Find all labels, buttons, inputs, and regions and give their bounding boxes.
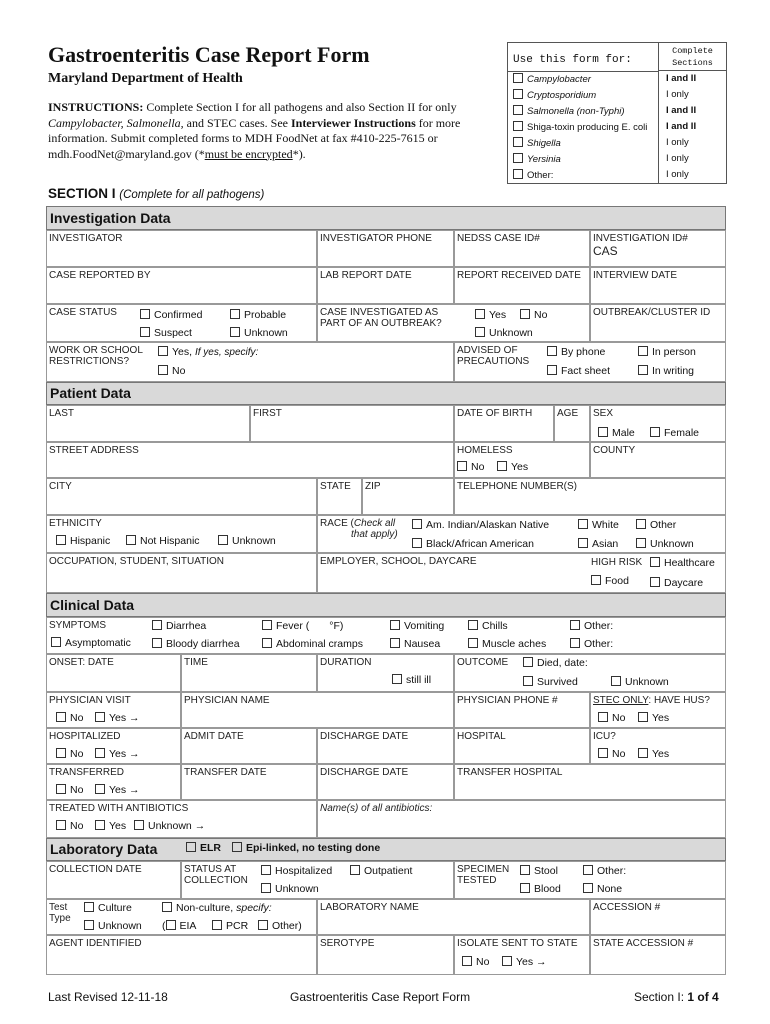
outbreak-no-checkbox[interactable]: No <box>520 309 547 321</box>
investigator-field[interactable]: INVESTIGATOR <box>46 230 317 267</box>
hus-no-checkbox[interactable]: No <box>598 712 625 724</box>
transferred-no-checkbox[interactable]: No <box>56 784 83 796</box>
last-revised: Last Revised 12-11-18 <box>48 990 168 1004</box>
lab-band: Laboratory Data <box>46 838 726 861</box>
transfer-discharge-field[interactable]: DISCHARGE DATE <box>317 764 454 800</box>
outbreak-unknown-checkbox[interactable]: Unknown <box>475 327 533 339</box>
elr-checkbox[interactable]: ELR <box>186 842 221 854</box>
duration-field[interactable]: DURATION <box>317 654 454 692</box>
collection-date-field[interactable]: COLLECTION DATE <box>46 861 181 899</box>
antibiotics-cell: TREATED WITH ANTIBIOTICS <box>46 800 317 838</box>
suspect-checkbox[interactable]: Suspect <box>140 327 192 339</box>
bloody-diarrhea-checkbox[interactable]: Bloody diarrhea <box>152 638 240 650</box>
food-checkbox[interactable]: Food <box>591 575 629 587</box>
culture-checkbox[interactable]: Culture <box>84 902 132 914</box>
non-culture-checkbox[interactable]: Non-culture, specify: <box>162 902 272 914</box>
sections-value: I and II <box>666 105 697 116</box>
probable-checkbox[interactable]: Probable <box>230 309 286 321</box>
patient-band: Patient Data <box>46 382 726 405</box>
outbreak-id-field[interactable]: OUTBREAK/CLUSTER ID <box>590 304 726 342</box>
race-other-checkbox[interactable]: Other <box>636 519 676 531</box>
race-unknown-checkbox[interactable]: Unknown <box>636 538 694 550</box>
epi-linked-checkbox[interactable]: Epi-linked, no testing done <box>232 842 380 854</box>
sections-value: I only <box>666 137 689 148</box>
ethnicity-unknown-checkbox[interactable]: Unknown <box>218 535 276 547</box>
nedss-field[interactable]: NEDSS CASE ID# <box>454 230 590 267</box>
female-checkbox[interactable]: Female <box>650 427 699 439</box>
physician-visit-cell: PHYSICIAN VISIT <box>46 692 181 728</box>
serotype-field[interactable]: SEROTYPE <box>317 935 454 975</box>
died-checkbox[interactable]: Died, date: <box>523 657 588 669</box>
hispanic-checkbox[interactable]: Hispanic <box>56 535 110 547</box>
asymptomatic-checkbox[interactable]: Asymptomatic <box>51 637 131 649</box>
sections-value: I and II <box>666 73 697 84</box>
lab-outpatient-checkbox[interactable]: Outpatient <box>350 865 412 877</box>
specimen-other-checkbox[interactable]: Other: <box>583 865 626 877</box>
symptom-other2-checkbox[interactable]: Other: <box>570 638 613 650</box>
hospitalized-yes-checkbox[interactable]: Yes → <box>95 748 140 760</box>
status-unknown-checkbox[interactable]: Unknown <box>230 327 288 339</box>
antibiotics-yes-checkbox[interactable]: Yes <box>95 820 126 832</box>
transferred-cell: TRANSFERRED <box>46 764 181 800</box>
antibiotics-unknown-checkbox[interactable]: Unknown → <box>134 820 205 832</box>
pathogen-row[interactable]: Cryptosporidium <box>513 89 596 101</box>
city-field[interactable]: CITY <box>46 478 317 515</box>
pathogen-row[interactable]: Yersinia <box>513 153 561 165</box>
status-collection-cell: STATUS AT COLLECTION <box>181 861 454 899</box>
confirmed-checkbox[interactable]: Confirmed <box>140 309 202 321</box>
by-phone-checkbox[interactable]: By phone <box>547 346 605 358</box>
icu-no-checkbox[interactable]: No <box>598 748 625 760</box>
investigation-id-field[interactable]: INVESTIGATION ID# CAS <box>590 230 726 267</box>
hus-yes-checkbox[interactable]: Yes <box>638 712 669 724</box>
page-indicator: Section I: 1 of 4 <box>634 990 719 1004</box>
high-risk-label: HIGH RISK <box>591 557 643 568</box>
dob-field[interactable]: DATE OF BIRTH <box>454 405 554 442</box>
eia-checkbox[interactable]: ( EIA <box>162 920 197 932</box>
instructions: INSTRUCTIONS: Complete Section I for all pathogens and also Section II for only Campylobacter, Salmonella, and STEC cases. See Interviewer Instructions for more information. Submit completed forms to MDH FoodNet at fax #410-225-7615 or mdh.FoodNet@maryland.gov (*must be encrypted*). <box>48 100 461 161</box>
test-unknown-checkbox[interactable]: Unknown <box>84 920 142 932</box>
symptoms-cell: SYMPTOMS <box>46 617 726 654</box>
isolate-no-checkbox[interactable]: No <box>462 956 489 968</box>
first-name-field[interactable]: FIRST <box>250 405 454 442</box>
laboratory-name-field[interactable]: LABORATORY NAME <box>317 899 590 935</box>
physician-name-field[interactable]: PHYSICIAN NAME <box>181 692 454 728</box>
homeless-no-checkbox[interactable]: No <box>457 461 484 473</box>
sections-value: I only <box>666 153 689 164</box>
pathogen-row[interactable]: Campylobacter <box>513 73 591 85</box>
transfer-hospital-field[interactable]: TRANSFER HOSPITAL <box>454 764 726 800</box>
transfer-date-field[interactable]: TRANSFER DATE <box>181 764 317 800</box>
race-cell: RACE (Check all that apply) <box>317 515 726 553</box>
icu-cell: ICU? <box>590 728 726 764</box>
isolate-yes-checkbox[interactable]: Yes → <box>502 956 547 968</box>
employer-field[interactable]: EMPLOYER, SCHOOL, DAYCARE <box>317 553 726 593</box>
physician-no-checkbox[interactable]: No <box>56 712 83 724</box>
state-field[interactable]: STATE <box>317 478 362 515</box>
investigation-band: Investigation Data <box>46 206 726 230</box>
restrictions-yes-checkbox[interactable]: Yes, If yes, specify: <box>158 346 258 358</box>
ethnicity-cell: ETHNICITY <box>46 515 317 553</box>
accession-field[interactable]: ACCESSION # <box>590 899 726 935</box>
onset-time-field[interactable]: TIME <box>181 654 317 692</box>
sections-header: Complete Sections <box>659 43 726 71</box>
outbreak-yes-checkbox[interactable]: Yes <box>475 309 506 321</box>
pathogen-row[interactable]: Other: <box>513 169 553 181</box>
telephone-field[interactable]: TELEPHONE NUMBER(S) <box>454 478 726 515</box>
hus-cell: STEC ONLY: HAVE HUS? <box>590 692 726 728</box>
lab-hospitalized-checkbox[interactable]: Hospitalized <box>261 865 332 877</box>
survived-checkbox[interactable]: Survived <box>523 676 578 688</box>
report-received-field[interactable]: REPORT RECEIVED DATE <box>454 267 590 304</box>
fever-checkbox[interactable]: Fever ( °F) <box>262 620 343 632</box>
use-form-label: Use this form for: <box>513 54 632 66</box>
blood-checkbox[interactable]: Blood <box>520 883 561 895</box>
lab-status-unknown-checkbox[interactable]: Unknown <box>261 883 319 895</box>
zip-field[interactable]: ZIP <box>362 478 454 515</box>
physician-yes-checkbox[interactable]: Yes → <box>95 712 140 724</box>
homeless-cell: HOMELESS <box>454 442 590 478</box>
muscle-aches-checkbox[interactable]: Muscle aches <box>468 638 546 650</box>
investigator-phone-field[interactable]: INVESTIGATOR PHONE <box>317 230 454 267</box>
asian-checkbox[interactable]: Asian <box>578 538 618 550</box>
case-reported-by-field[interactable]: CASE REPORTED BY <box>46 267 317 304</box>
stool-checkbox[interactable]: Stool <box>520 865 558 877</box>
age-field[interactable]: AGE <box>554 405 590 442</box>
case-status-cell: CASE STATUS <box>46 304 317 342</box>
antibiotic-names-field[interactable]: Name(s) of all antibiotics: <box>317 800 726 838</box>
footer-form-name: Gastroenteritis Case Report Form <box>290 990 471 1004</box>
interview-date-field[interactable]: INTERVIEW DATE <box>590 267 726 304</box>
nausea-checkbox[interactable]: Nausea <box>390 638 440 650</box>
fact-sheet-checkbox[interactable]: Fact sheet <box>547 365 610 377</box>
am-indian-checkbox[interactable]: Am. Indian/Alaskan Native <box>412 519 549 531</box>
outbreak-cell: CASE INVESTIGATED AS PART OF AN OUTBREAK? <box>317 304 590 342</box>
hospitalized-cell: HOSPITALIZED <box>46 728 181 764</box>
specimen-none-checkbox[interactable]: None <box>583 883 622 895</box>
state-accession-field[interactable]: STATE ACCESSION # <box>590 935 726 975</box>
pathogen-row[interactable]: Shigella <box>513 137 561 149</box>
male-checkbox[interactable]: Male <box>598 427 635 439</box>
specimen-cell: SPECIMEN TESTED <box>454 861 726 899</box>
section-one-label: SECTION I (Complete for all pathogens) <box>48 186 265 201</box>
white-checkbox[interactable]: White <box>578 519 619 531</box>
clinical-band: Clinical Data <box>46 593 726 617</box>
lab-report-date-field[interactable]: LAB REPORT DATE <box>317 267 454 304</box>
daycare-checkbox[interactable]: Daycare <box>650 577 703 589</box>
onset-date-field[interactable]: ONSET: DATE <box>46 654 181 692</box>
discharge-date-field[interactable]: DISCHARGE DATE <box>317 728 454 764</box>
isolate-sent-cell: ISOLATE SENT TO STATE <box>454 935 590 975</box>
antibiotics-no-checkbox[interactable]: No <box>56 820 83 832</box>
still-ill-checkbox[interactable]: still ill <box>392 674 431 686</box>
abdominal-cramps-checkbox[interactable]: Abdominal cramps <box>262 638 363 650</box>
restrictions-no-checkbox[interactable]: No <box>158 365 185 377</box>
outcome-unknown-checkbox[interactable]: Unknown <box>611 676 669 688</box>
homeless-yes-checkbox[interactable]: Yes <box>497 461 528 473</box>
use-form-table <box>507 42 727 184</box>
not-hispanic-checkbox[interactable]: Not Hispanic <box>126 535 200 547</box>
hospitalized-no-checkbox[interactable]: No <box>56 748 83 760</box>
sections-value: I and II <box>666 121 697 132</box>
black-checkbox[interactable]: Black/African American <box>412 538 534 550</box>
sections-value: I only <box>666 169 689 180</box>
hospital-field[interactable]: HOSPITAL <box>454 728 590 764</box>
advised-cell: ADVISED OF PRECAUTIONS <box>454 342 726 382</box>
test-other-checkbox[interactable]: Other) <box>258 920 302 932</box>
department-name: Maryland Department of Health <box>48 71 243 86</box>
symptom-other-checkbox[interactable]: Other: <box>570 620 613 632</box>
sex-cell: SEX <box>590 405 726 442</box>
pathogen-row[interactable]: Shiga-toxin producing E. coli <box>513 121 647 133</box>
vomiting-checkbox[interactable]: Vomiting <box>390 620 444 632</box>
county-field[interactable]: COUNTY <box>590 442 726 478</box>
diarrhea-checkbox[interactable]: Diarrhea <box>152 620 206 632</box>
chills-checkbox[interactable]: Chills <box>468 620 508 632</box>
street-address-field[interactable]: STREET ADDRESS <box>46 442 454 478</box>
test-type-cell: Test Type <box>46 899 317 935</box>
form-title: Gastroenteritis Case Report Form <box>48 42 370 67</box>
sections-value: I only <box>666 89 689 100</box>
pathogen-row[interactable]: Salmonella (non-Typhi) <box>513 105 625 117</box>
in-person-checkbox[interactable]: In person <box>638 346 696 358</box>
pcr-checkbox[interactable]: PCR <box>212 920 248 932</box>
icu-yes-checkbox[interactable]: Yes <box>638 748 669 760</box>
in-writing-checkbox[interactable]: In writing <box>638 365 694 377</box>
healthcare-checkbox[interactable]: Healthcare <box>650 557 715 569</box>
agent-identified-field[interactable]: AGENT IDENTIFIED <box>46 935 317 975</box>
physician-phone-field[interactable]: PHYSICIAN PHONE # <box>454 692 590 728</box>
last-name-field[interactable]: LAST <box>46 405 250 442</box>
admit-date-field[interactable]: ADMIT DATE <box>181 728 317 764</box>
occupation-field[interactable]: OCCUPATION, STUDENT, SITUATION <box>46 553 317 593</box>
outcome-cell: OUTCOME <box>454 654 726 692</box>
work-restrictions-cell: WORK OR SCHOOL RESTRICTIONS? <box>46 342 454 382</box>
transferred-yes-checkbox[interactable]: Yes → <box>95 784 140 796</box>
